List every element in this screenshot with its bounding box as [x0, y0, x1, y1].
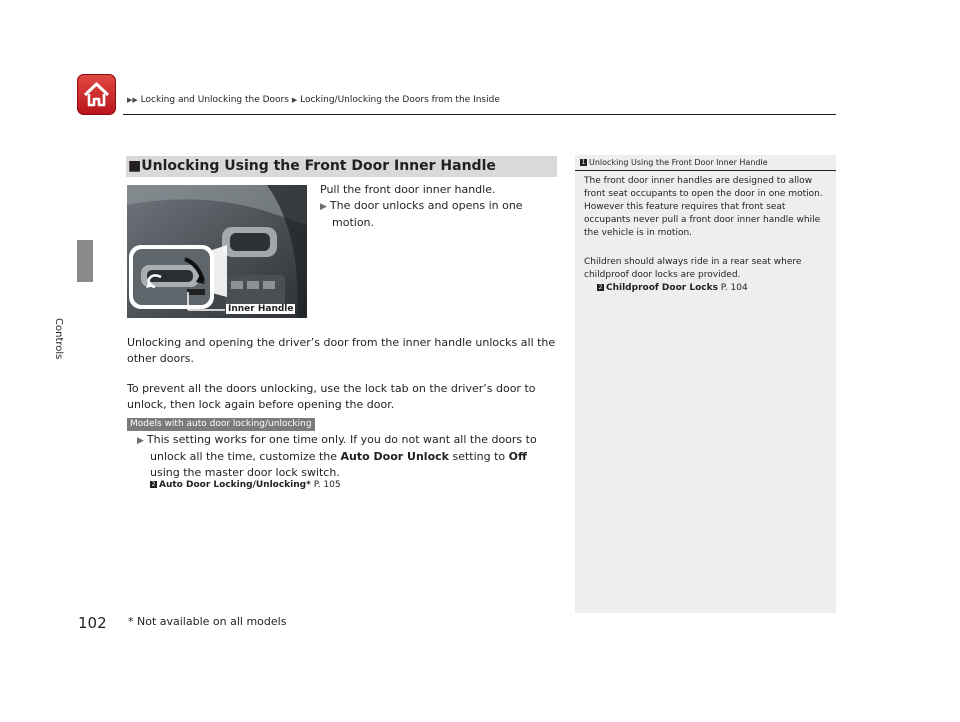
reference-label: Childproof Door Locks	[606, 283, 718, 293]
setting-name: Auto Door Unlock	[340, 450, 449, 463]
reference-icon: 2	[598, 284, 603, 291]
footnote: * Not available on all models	[128, 615, 287, 628]
breadcrumb-item[interactable]: Locking/Unlocking the Doors from the Inside	[300, 95, 500, 105]
cross-reference-link[interactable]	[150, 480, 341, 490]
breadcrumb	[127, 95, 500, 105]
step-result	[320, 198, 532, 231]
result-arrow-icon: ▶	[320, 202, 327, 212]
reference-page: P. 105	[310, 480, 341, 490]
page-number: 102	[78, 614, 107, 632]
reference-label: Auto Door Locking/Unlocking	[159, 480, 307, 490]
reference-icon: 2	[151, 481, 156, 488]
availability-asterisk: *	[306, 480, 311, 490]
sidebar-title-text: Unlocking Using the Front Door Inner Handle	[589, 158, 768, 167]
reference-page: P. 104	[717, 283, 748, 293]
door-handle-photo	[127, 185, 307, 318]
section-heading: ■Unlocking Using the Front Door Inner Handle	[126, 156, 557, 177]
door-handle-illustration	[127, 185, 307, 318]
sidebar-paragraph-design: The front door inner handles are designed to allow front seat occupants to open the door in one motion. However this feature requires that front seat occupants never pull a front door inner handle while the vehicle is in motion.	[584, 176, 823, 238]
step-instruction: Pull the front door inner handle.	[320, 183, 496, 196]
sidebar-paragraph-children: Children should always ride in a rear seat where childproof door locks are provided.	[584, 257, 802, 280]
sidebar-title	[580, 158, 768, 167]
note-text: using the master door lock switch.	[150, 466, 340, 479]
breadcrumb-arrow-icon: ▶▶	[127, 96, 138, 104]
note-icon: 1	[581, 159, 586, 166]
paragraph-lock-tab: To prevent all the doors unlocking, use the lock tab on the driver’s door to unlock, then lock again before opening the door.	[127, 382, 536, 411]
breadcrumb-item[interactable]: Locking and Unlocking the Doors	[140, 95, 289, 105]
paragraph-inner-handle: Unlocking and opening the driver’s door from the inner handle unlocks all the other doors.	[127, 336, 556, 365]
home-icon	[77, 74, 116, 115]
step-result-text: The door unlocks and opens in one motion.	[329, 199, 523, 229]
sidebar-cross-reference-link[interactable]	[597, 282, 748, 295]
note-arrow-icon: ▶	[137, 436, 144, 446]
setting-note	[137, 432, 560, 481]
image-callout-label: Inner Handle	[228, 304, 294, 314]
sidebar-divider	[575, 170, 836, 171]
section-tab-marker	[77, 240, 93, 282]
models-badge: Models with auto door locking/unlocking	[127, 418, 315, 431]
note-text: This setting works for one time only. If you do not want all the doors to unlock all the time, customize the	[146, 433, 537, 463]
home-button[interactable]	[77, 74, 116, 115]
breadcrumb-arrow-icon: ▶	[291, 96, 298, 104]
chapter-label: Controls	[53, 318, 64, 360]
header-divider	[123, 114, 836, 115]
note-text: setting to	[448, 450, 509, 463]
setting-value: Off	[508, 450, 527, 463]
